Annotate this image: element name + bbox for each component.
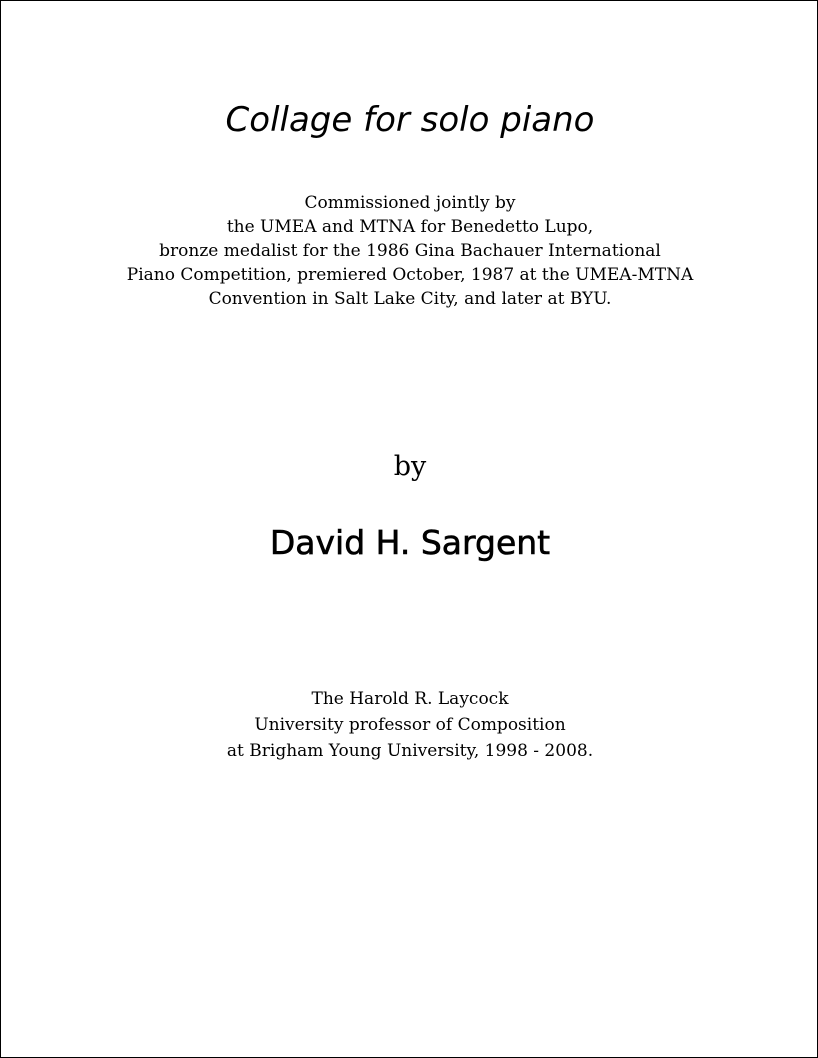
bio-line: The Harold R. Laycock [311,689,509,709]
commission-line: bronze medalist for the 1986 Gina Bachauer International [159,241,661,261]
commission-line: Convention in Salt Lake City, and later at BYU. [208,289,612,309]
commission-line: the UMEA and MTNA for Benedetto Lupo, [226,217,594,237]
document-title: Collage for solo piano [225,100,595,140]
by-label: by [393,451,427,482]
bio-line: University professor of Composition [254,715,566,735]
author-bio [1,686,818,764]
commission-note [1,191,818,311]
bio-line: at Brigham Young University, 1998 - 2008. [226,741,594,761]
commission-line: Commissioned jointly by [304,193,516,213]
commission-line: Piano Competition, premiered October, 1987 at the UMEA-MTNA [126,265,694,285]
author-name: David H. Sargent [269,523,551,562]
